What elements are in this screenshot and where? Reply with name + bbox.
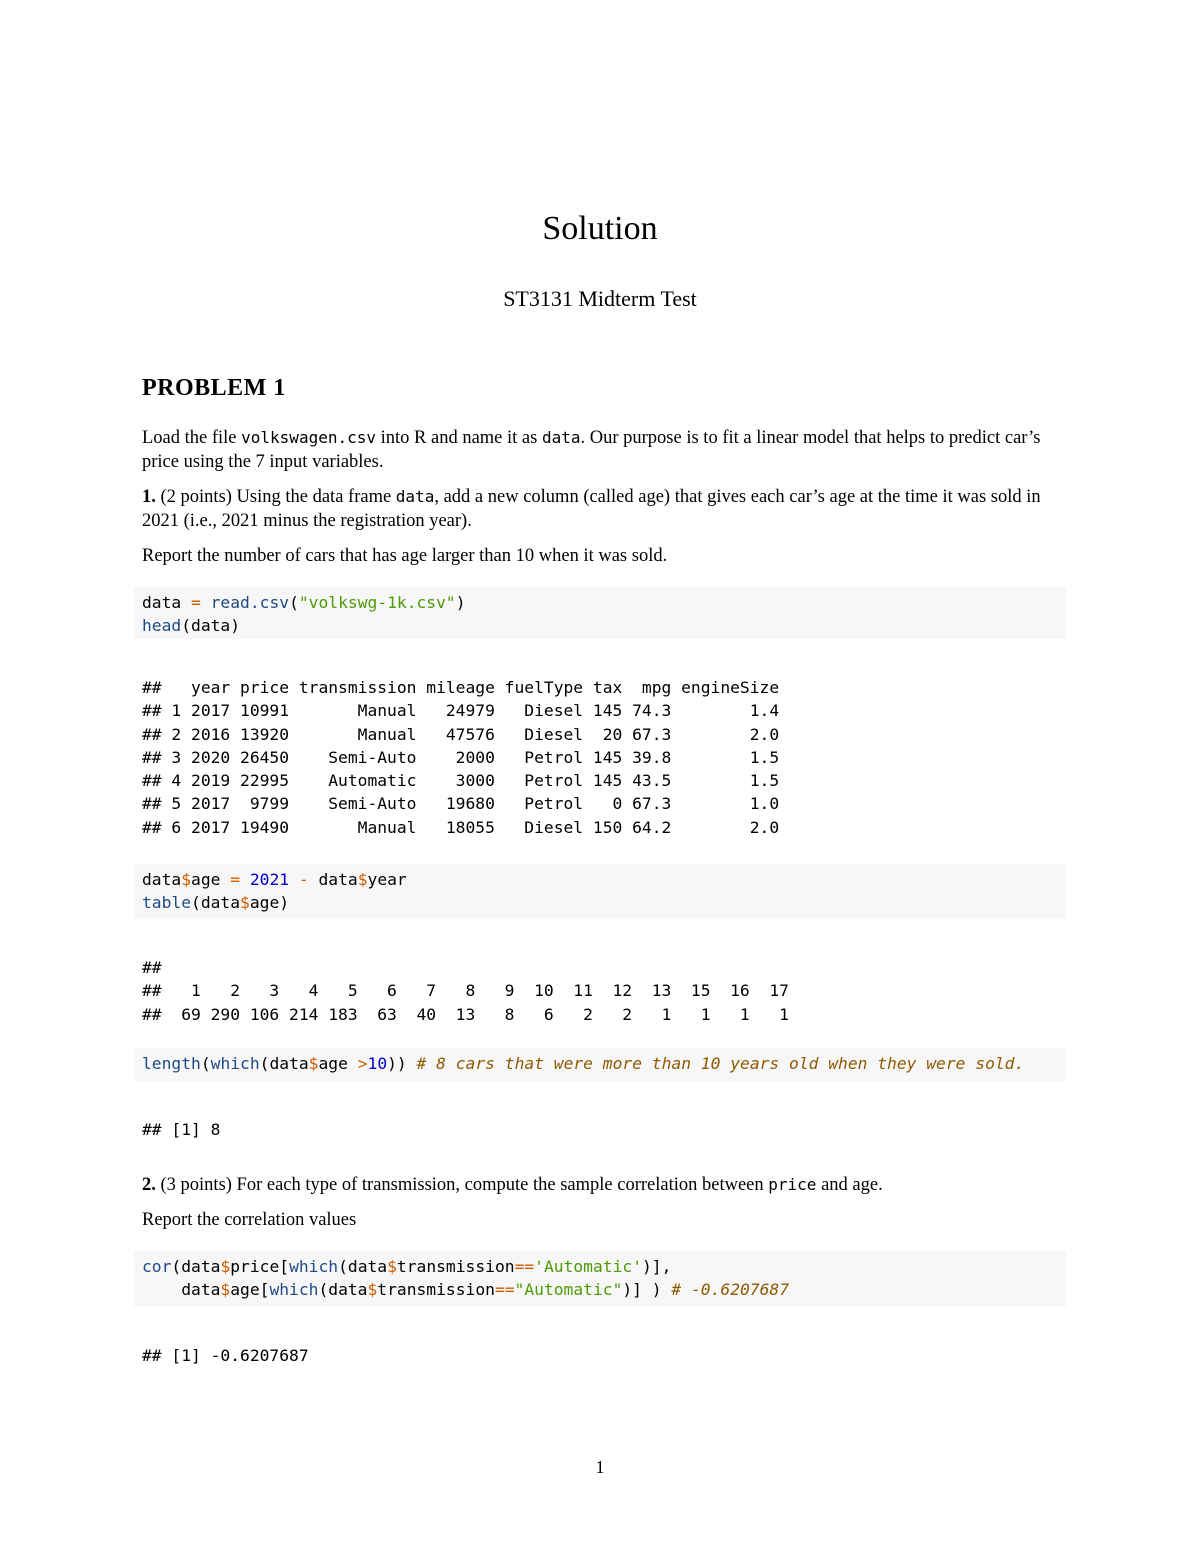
output-line: ## 1 2 3 4 5 6 7 8 9 10 11 12 13 15 16 17 bbox=[142, 981, 789, 1001]
code-token: data bbox=[142, 870, 182, 889]
code-token: (data bbox=[171, 1257, 221, 1276]
code-operator: $ bbox=[357, 870, 368, 889]
code-token: price[ bbox=[230, 1257, 290, 1276]
code-operator: $ bbox=[387, 1257, 397, 1276]
code-function: which bbox=[289, 1257, 339, 1276]
intro-filename: volkswagen.csv bbox=[241, 428, 376, 447]
output-line: ## 1 2017 10991 Manual 24979 Diesel 145 74.3 1.4 bbox=[142, 701, 780, 721]
code-token: data bbox=[142, 1280, 221, 1300]
code-token: )) bbox=[387, 1054, 417, 1073]
code-function: cor bbox=[142, 1257, 172, 1276]
code-operator: $ bbox=[220, 1280, 231, 1300]
code-function: read.csv bbox=[200, 593, 290, 612]
code-block-cor bbox=[134, 1251, 1066, 1307]
code-token: age[ bbox=[230, 1280, 270, 1300]
output-line: ## 6 2017 19490 Manual 18055 Diesel 150 64.2 2.0 bbox=[142, 817, 780, 837]
code-block-read-data bbox=[134, 587, 1066, 639]
problem-heading: PROBLEM 1 bbox=[142, 375, 286, 401]
code-operator: == bbox=[494, 1280, 515, 1300]
code-token: )] ) bbox=[622, 1280, 672, 1300]
output-age-table bbox=[142, 956, 789, 1026]
code-token: transmission bbox=[377, 1280, 495, 1300]
output-line: ## 2 2016 13920 Manual 47576 Diesel 20 67.3 2.0 bbox=[142, 724, 780, 744]
code-block-age bbox=[134, 864, 1066, 918]
question-text: (2 points) Using the data frame bbox=[155, 487, 396, 507]
code-function: which bbox=[210, 1054, 260, 1073]
question-number: 2. bbox=[142, 1175, 156, 1195]
question-text: (3 points) For each type of transmission, compute the sample correlation between bbox=[155, 1175, 769, 1195]
output-cor: ## [1] -0.6207687 bbox=[142, 1346, 309, 1365]
output-line: ## 69 290 106 214 183 63 40 13 8 6 2 2 1 1 1 1 bbox=[142, 1004, 789, 1024]
intro-dataname: data bbox=[541, 428, 581, 447]
code-token: data bbox=[142, 593, 192, 612]
code-token: age bbox=[191, 870, 231, 889]
problem-intro bbox=[142, 426, 1062, 474]
question-2 bbox=[142, 1173, 1062, 1197]
code-string: "Automatic" bbox=[514, 1280, 623, 1300]
output-head-table bbox=[142, 676, 779, 839]
question-1 bbox=[142, 485, 1062, 533]
code-token: (data bbox=[191, 893, 241, 913]
code-token: ) bbox=[455, 593, 466, 612]
code-function: length bbox=[142, 1054, 201, 1073]
code-token: ( bbox=[200, 1054, 211, 1073]
code-operator: > bbox=[357, 1054, 368, 1073]
code-token: (data) bbox=[181, 616, 241, 636]
code-token: data bbox=[308, 870, 358, 889]
code-operator: $ bbox=[181, 870, 192, 889]
code-block-length bbox=[134, 1048, 1066, 1082]
document-title: Solution bbox=[542, 210, 658, 247]
code-operator: = bbox=[191, 593, 201, 612]
output-line: ## 3 2020 26450 Semi-Auto 2000 Petrol 145 39.8 1.5 bbox=[142, 747, 780, 767]
code-string: 'Automatic' bbox=[534, 1257, 642, 1276]
code-token: transmission bbox=[396, 1257, 515, 1276]
question-price: price bbox=[768, 1175, 817, 1194]
code-operator: $ bbox=[367, 1280, 378, 1300]
question-1-report: Report the number of cars that has age larger than 10 when it was sold. bbox=[142, 546, 668, 566]
question-text: , add a new column (called age) that gives each car’s age at the time it was sold in 2021 (i.e., 2021 minus the registration year). bbox=[142, 487, 1041, 531]
code-function: which bbox=[269, 1280, 319, 1300]
code-string: "volkswg-1k.csv" bbox=[298, 593, 456, 612]
code-operator: = bbox=[230, 870, 241, 889]
code-token: (data bbox=[338, 1257, 388, 1276]
code-function: table bbox=[142, 893, 192, 913]
output-line: ## year price transmission mileage fuelType tax mpg engineSize bbox=[142, 678, 780, 697]
code-token: age bbox=[318, 1054, 358, 1073]
code-number: 10 bbox=[367, 1054, 388, 1073]
question-text: and age. bbox=[816, 1175, 883, 1195]
page-number: 1 bbox=[595, 1457, 605, 1477]
output-line: ## 4 2019 22995 Automatic 3000 Petrol 145 43.5 1.5 bbox=[142, 771, 780, 791]
code-token: )], bbox=[642, 1257, 672, 1276]
document-subtitle: ST3131 Midterm Test bbox=[503, 286, 697, 311]
code-token: ( bbox=[289, 593, 299, 612]
code-operator: == bbox=[514, 1257, 535, 1276]
code-number: 2021 bbox=[240, 870, 290, 889]
question-2-report: Report the correlation values bbox=[142, 1210, 357, 1230]
code-operator: $ bbox=[240, 893, 250, 913]
code-comment: # -0.6207687 bbox=[671, 1280, 790, 1300]
code-token: (data bbox=[318, 1280, 368, 1300]
question-number: 1. bbox=[142, 487, 156, 507]
intro-text: . Our purpose is to fit a linear model that helps to predict car’s price using the 7 input variables. bbox=[142, 428, 1041, 472]
code-function: head bbox=[142, 616, 182, 636]
code-token: age) bbox=[249, 893, 290, 913]
intro-text: Load the file bbox=[142, 428, 242, 448]
code-operator: - bbox=[289, 870, 309, 889]
code-token: year bbox=[367, 870, 407, 889]
code-operator: $ bbox=[308, 1054, 319, 1073]
output-line: ## 5 2017 9799 Semi-Auto 19680 Petrol 0 67.3 1.0 bbox=[142, 794, 780, 814]
output-line: ## bbox=[142, 958, 162, 977]
intro-text: into R and name it as bbox=[376, 428, 542, 448]
code-token: (data bbox=[259, 1054, 309, 1073]
output-length: ## [1] 8 bbox=[142, 1120, 221, 1139]
code-operator: $ bbox=[220, 1257, 231, 1276]
code-comment: # 8 cars that were more than 10 years old when they were sold. bbox=[416, 1054, 1025, 1073]
question-dataname: data bbox=[395, 487, 435, 506]
